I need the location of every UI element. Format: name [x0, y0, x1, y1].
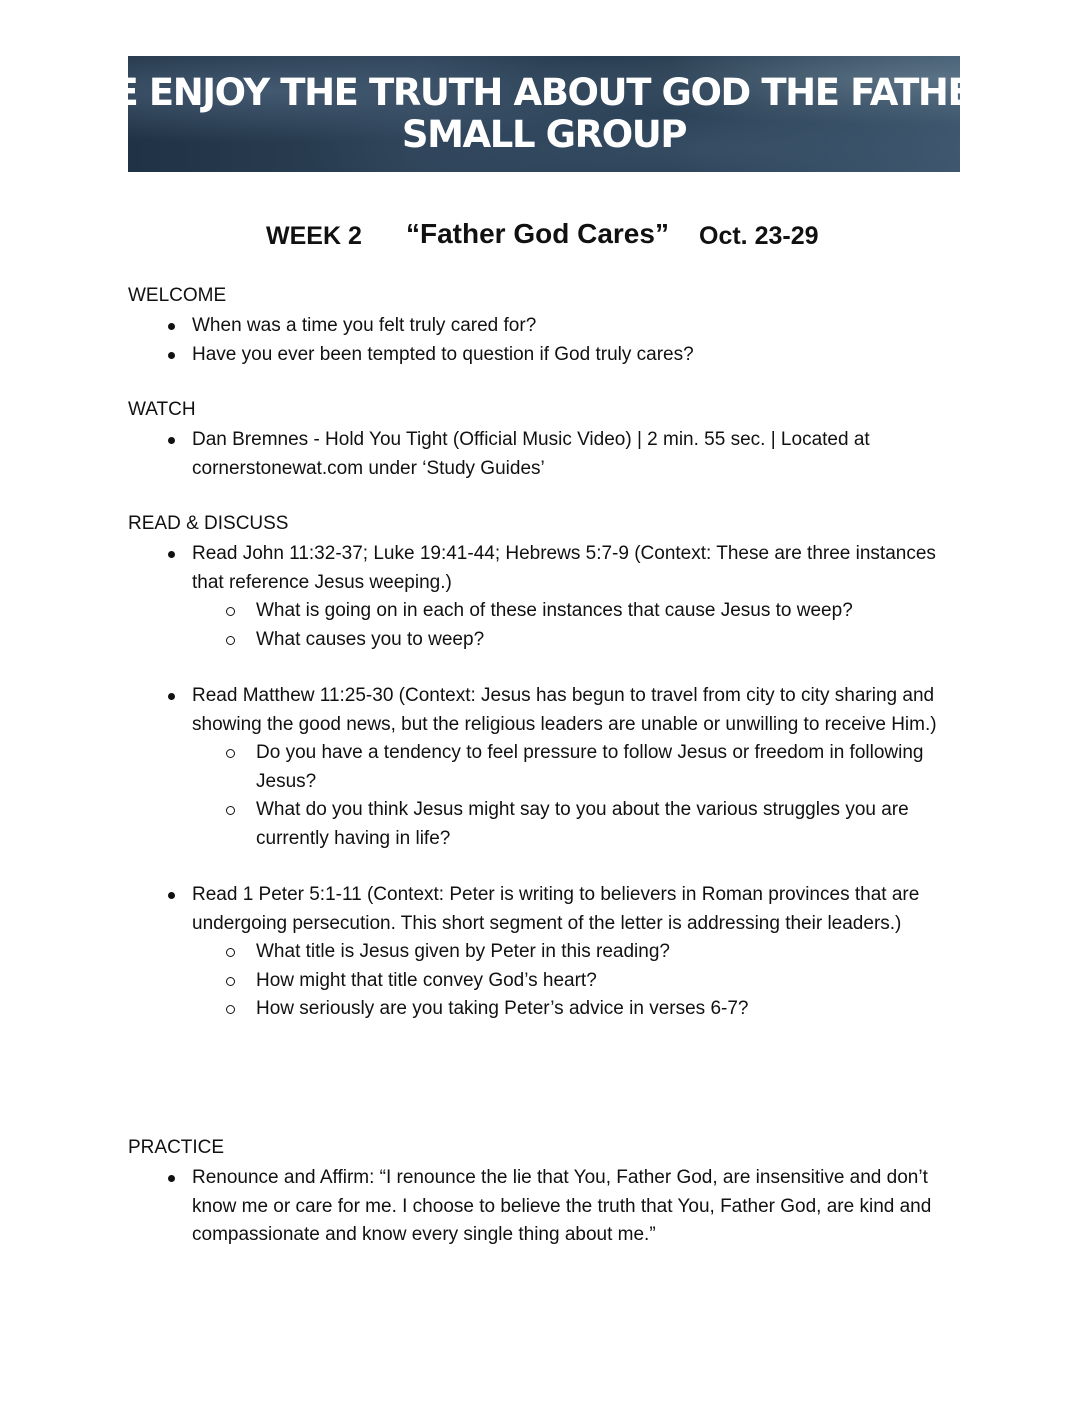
question-item: How might that title convey God’s heart? [192, 967, 960, 996]
question-item: Do you have a tendency to feel pressure to follow Jesus or freedom in following Jesus? [192, 739, 960, 796]
week-number: WEEK 2 [266, 222, 362, 250]
read-discuss-section [128, 510, 960, 1024]
banner-subtitle: SMALL GROUP [401, 113, 687, 156]
question-item: What is going on in each of these instances that cause Jesus to weep? [192, 597, 960, 626]
welcome-section [128, 282, 960, 369]
reading-item [128, 540, 960, 654]
watch-label: WATCH [128, 399, 196, 420]
header-banner [74, 56, 1014, 172]
list-item: Dan Bremnes - Hold You Tight (Official Music Video) | 2 min. 55 sec. | Located at cornerstonewat.com under ‘Study Guides’ [128, 426, 960, 483]
week-title: “Father God Cares” [406, 218, 669, 249]
week-dates: Oct. 23-29 [699, 222, 819, 250]
list-item: Have you ever been tempted to question if God truly cares? [128, 341, 960, 370]
banner-title: WE ENJOY THE TRUTH ABOUT GOD THE FATHER! [74, 71, 1014, 114]
reading-text: Read John 11:32-37; Luke 19:41-44; Hebrews 5:7-9 (Context: These are three instances that reference Jesus weeping.) [192, 543, 936, 593]
list-item: Renounce and Affirm: “I renounce the lie that You, Father God, are insensitive and don’t know me or care for me. I choose to believe the truth that You, Father God, are kind and compassionate and know every single thing about me.” [128, 1164, 960, 1250]
week-heading [128, 214, 960, 258]
watch-section [128, 396, 960, 483]
reading-item [128, 682, 960, 853]
welcome-label: WELCOME [128, 285, 227, 306]
reading-item [128, 881, 960, 1024]
read-discuss-label: READ & DISCUSS [128, 513, 289, 534]
reading-text: Read Matthew 11:25-30 (Context: Jesus has begun to travel from city to city sharing and showing the good news, but the religious leaders are unable or unwilling to receive Him.) [192, 685, 937, 735]
practice-label: PRACTICE [128, 1137, 225, 1158]
reading-text: Read 1 Peter 5:1-11 (Context: Peter is writing to believers in Roman provinces that are undergoing persecution. This short segment of the letter is addressing their leaders.) [192, 884, 920, 934]
question-item: What do you think Jesus might say to you about the various struggles you are currently having in life? [192, 796, 960, 853]
practice-section [128, 1134, 960, 1250]
list-item: When was a time you felt truly cared for? [128, 312, 960, 341]
question-item: What title is Jesus given by Peter in this reading? [192, 938, 960, 967]
question-item: What causes you to weep? [192, 626, 960, 655]
question-item: How seriously are you taking Peter’s advice in verses 6-7? [192, 995, 960, 1024]
